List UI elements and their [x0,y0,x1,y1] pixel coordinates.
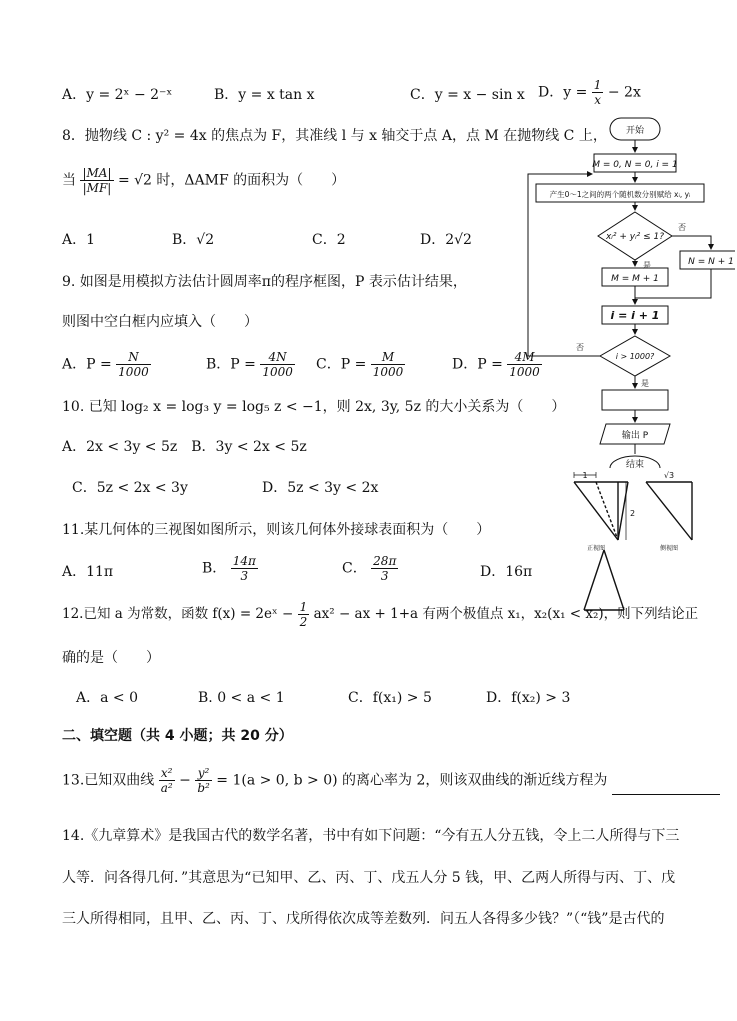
yes-label-2: 是 [641,379,649,388]
q8-stem-line2: 当 $\frac{|MA|}{|MF|}$ = √2 时，ΔAMF 的面积为（ ） [62,166,346,195]
front-diagonal [574,482,618,540]
blank-box [602,390,668,410]
q8-stem-line1: 8．抛物线 C : y² = 4x 的焦点为 F，其准线 l 与 x 轴交于点 A，点 M 在抛物线 C 上， [62,128,607,144]
q9-option-d: D．P = $\frac{4M}{1000}$ [452,350,540,379]
q9-option-b: B．P = $\frac{4N}{1000}$ [206,350,293,379]
q12-option-c: C．f(x₁) > 5 [348,690,432,706]
q9-stem-line2: 则图中空白框内应填入（ ） [62,314,258,330]
loop-condition-label: i > 1000? [615,352,655,361]
q7-option-d: D．y = $\frac{1}{x}$ − 2x [538,78,641,107]
dim-top: 1 [582,471,588,480]
section-heading: 二、填空题（共 4 小题；共 20 分） [62,728,293,744]
three-view-figure [566,470,706,620]
q10-options-ab: A．2x < 3y < 5z B．3y < 2x < 5z [62,439,307,455]
q12-option-d: D．f(x₂) > 3 [486,690,571,706]
q11-option-a: A．11π [62,564,114,580]
q14-line3: 三人所得相同，且甲、乙、丙、丁、戊所得依次成等差数列．问五人各得多少钱？”（“钱”是古代的 [62,911,665,927]
output-label: 输出 P [621,431,649,441]
q8-option-d: D．2√2 [420,232,472,248]
dim-height: 2 [630,509,636,518]
flowchart [520,112,735,472]
start-label: 开始 [625,126,645,136]
q8-option-b: B．√2 [172,232,215,248]
m-increment-label: M = M + 1 [611,274,659,284]
no-label-2: 否 [576,343,584,352]
answer-blank [612,780,720,795]
q7-option-a: A．y = 2ˣ − 2⁻ˣ [62,87,173,103]
q8-option-c: C．2 [312,232,346,248]
q7-option-c: C．y = x − sin x [410,87,525,103]
q12-stem-line2: 确的是（ ） [62,650,160,666]
q12-option-b: B. 0 < a < 1 [198,690,285,706]
q7-option-b: B．y = x tan x [214,87,315,103]
n-increment-label: N = N + 1 [688,257,734,267]
dim-side: √3 [663,471,675,480]
front-view-label: 正视图 [586,545,606,552]
generate-label: 产生0～1之间的两个随机数分别赋给 xᵢ, yᵢ [549,190,691,199]
q8-option-a: A．1 [62,232,96,248]
q14-line1: 14.《九章算术》是我国古代的数学名著，书中有如下问题：“今有五人分五钱，令上二人所得与下三 [62,828,680,844]
q9-option-a: A．P = $\frac{N}{1000}$ [62,350,149,379]
top-view-triangle [604,550,624,610]
q11-stem: 11.某几何体的三视图如图所示，则该几何体外接球表面积为（ ） [62,522,491,538]
side-view-label: 侧视图 [659,545,679,552]
q11-option-c: C． $\frac{28\pi}{3}$ [342,554,397,583]
q13-stem: 13.已知双曲线 $\frac{\text{x²}}{\text{a²}}$ − $\frac{\text{y²}}{\text{b²}}$ = 1(a > 0, b > 0) 的离心率为 2，则该双曲线的渐近线方程为 [62,766,720,795]
i-increment-label: i = i + 1 [610,309,660,322]
init-label: M = 0, N = 0, i = 1 [592,160,678,170]
q12-option-a: A．a < 0 [76,690,138,706]
q11-option-b: B． $\frac{14\pi}{3}$ [202,554,256,583]
no-label-1: 否 [678,223,686,232]
q11-option-d: D．16π [480,564,533,580]
condition-label: xᵢ² + yᵢ² ≤ 1? [605,232,665,242]
q9-option-c: C．P = $\frac{M}{1000}$ [316,350,404,379]
q10-stem: 10. 已知 log₂ x = log₃ y = log₅ z < −1，则 2x, 3y, 5z 的大小关系为（ ） [62,399,566,415]
q10-option-d: D．5z < 3y < 2x [262,480,379,496]
yes-label-1: 是 [643,261,651,270]
q10-option-c: C．5z < 2x < 3y [72,480,188,496]
q12-stem-line1: 12.已知 a 为常数，函数 f(x) = 2eˣ − $\frac{1}{2}$ ax² − ax + 1+a 有两个极值点 x₁，x₂(x₁ < x₂)，则下列结论正 [62,600,699,629]
q14-line2: 人等．问各得几何．”其意思为“已知甲、乙、丙、丁、戊五人分 5 钱，甲、乙两人所得与丙、丁、戊 [62,870,676,886]
end-label: 结束 [625,460,645,470]
q9-stem-line1: 9. 如图是用模拟方法估计圆周率π的程序框图，P 表示估计结果， [62,274,467,290]
